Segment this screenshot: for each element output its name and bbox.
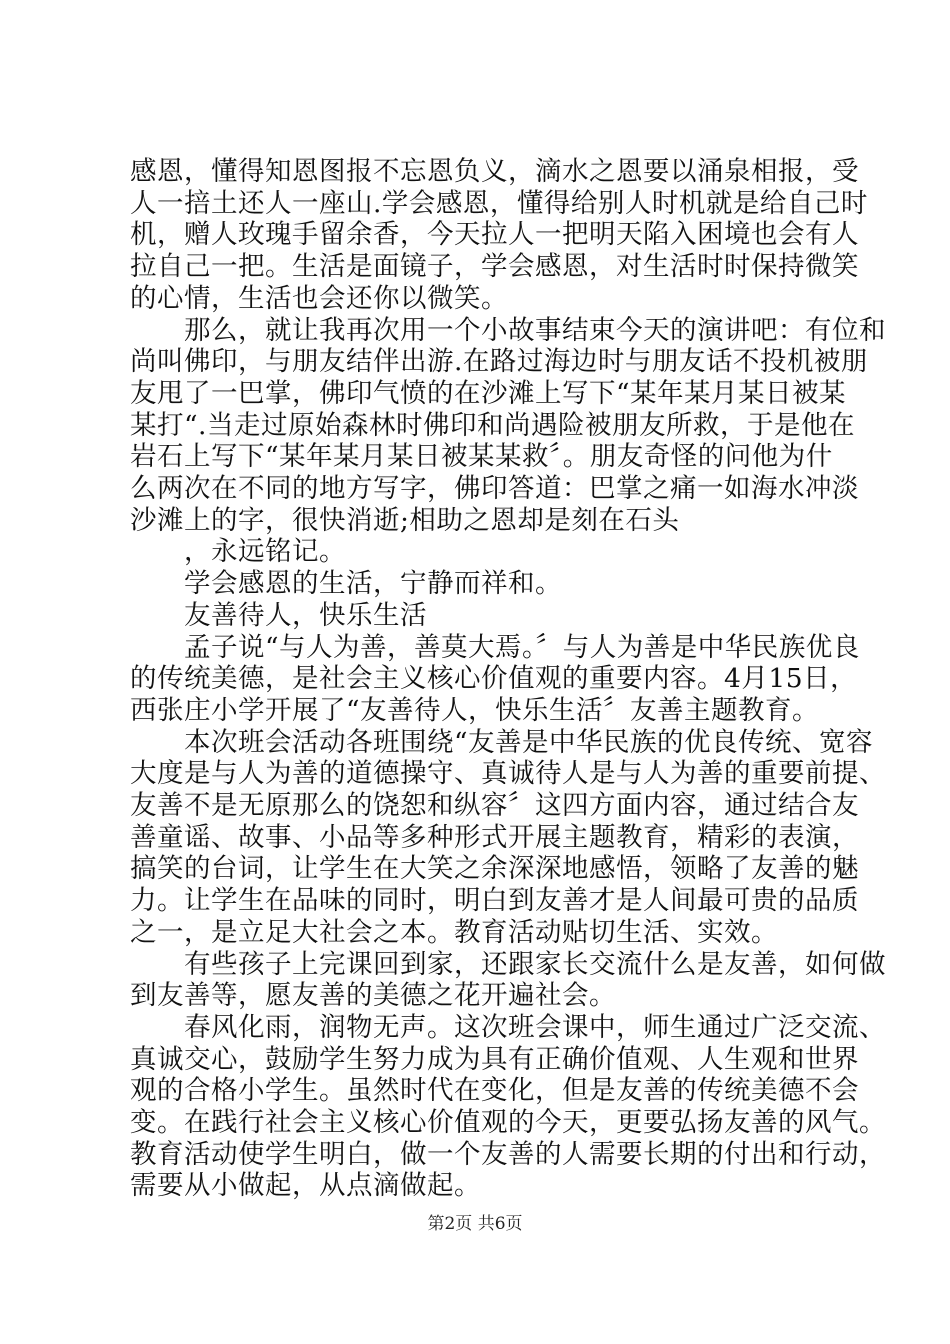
text-line: ，永远铭记。 [130,536,346,568]
text-line: 感恩，懂得知恩图报不忘恩负义，滴水之恩要以涌泉相报，受 [130,156,859,187]
text-line: 机，赠人玫瑰手留余香，今天拉人一把明天陷入困境也会有人 [130,219,859,251]
text-line: 某打“.当走过原始森林时佛印和尚遇险被朋友所救，于是他在 [130,409,855,441]
text-line: 有些孩子上完课回到家，还跟家长交流什么是友善，如何做 [130,948,886,980]
text-line: 友甩了一巴掌，佛印气愤的在沙滩上写下“某年某月某日被某 [130,377,847,409]
text-line: 变。在践行社会主义核心价值观的今天，更要弘扬友善的风气。 [130,1107,886,1138]
text-line: 西张庄小学开展了“友善待人，快乐生活〞友善主题教育。 [130,694,820,726]
text-line: 观的合格小学生。虽然时代在变化，但是友善的传统美德不会 [130,1075,859,1107]
text-line: 春风化雨，润物无声。这次班会课中，师生通过广泛交流、 [130,1011,886,1043]
text-line: 么两次在不同的地方写字，佛印答道：巴掌之痛一如海水冲淡 [130,473,859,504]
text-line: 岩石上写下“某年某月某日被某某救〞。朋友奇怪的问他为什 [130,441,833,473]
text-line: 到友善等，愿友善的美德之花开遍社会。 [130,980,616,1012]
text-line: 友善不是无原那么的饶恕和纵容〞这四方面内容，通过结合友 [130,790,859,821]
text-line: 的传统美德，是社会主义核心价值观的重要内容。4月15日， [130,663,858,695]
section-heading: 友善待人，快乐生活 [130,599,427,631]
text-line: 学会感恩的生活，宁静而祥和。 [130,568,562,600]
text-line: 大度是与人为善的道德操守、真诚待人是与人为善的重要前提、 [130,758,886,790]
text-line: 力。让学生在品味的同时，明白到友善才是人间最可贵的品质 [130,885,859,917]
text-line: 沙滩上的字，很快消逝;相助之恩却是刻在石头 [130,504,680,536]
text-line: 之一，是立足大社会之本。教育活动贴切生活、实效。 [130,916,778,948]
text-line: 拉自己一把。生活是面镜子，学会感恩，对生活时时保持微笑 [130,251,859,283]
text-line: 尚叫佛印，与朋友结伴出游.在路过海边时与朋友话不投机被朋 [130,346,868,378]
page-number-footer: 第2页 共6页 [427,1214,523,1234]
text-line: 需要从小做起，从点滴做起。 [130,1170,481,1202]
text-line: 真诚交心，鼓励学生努力成为具有正确价值观、人生观和世界 [130,1043,859,1075]
text-line: 善童谣、故事、小品等多种形式开展主题教育，精彩的表演， [130,821,859,853]
text-line: 人一掊土还人一座山.学会感恩，懂得给别人时机就是给自己时 [130,187,868,219]
text-line: 本次班会活动各班围绕“友善是中华民族的优良传统、宽容 [130,726,874,758]
text-line: 的心情，生活也会还你以微笑。 [130,282,508,314]
text-line: 教育活动使学生明白，做一个友善的人需要长期的付出和行动， [130,1138,886,1170]
text-line: 孟子说“与人为善，善莫大焉。〞与人为善是中华民族优良 [130,631,860,663]
text-line: 那么，就让我再次用一个小故事结束今天的演讲吧：有位和 [130,314,886,346]
text-line: 搞笑的台词，让学生在大笑之余深深地感悟，领略了友善的魅 [130,853,859,885]
